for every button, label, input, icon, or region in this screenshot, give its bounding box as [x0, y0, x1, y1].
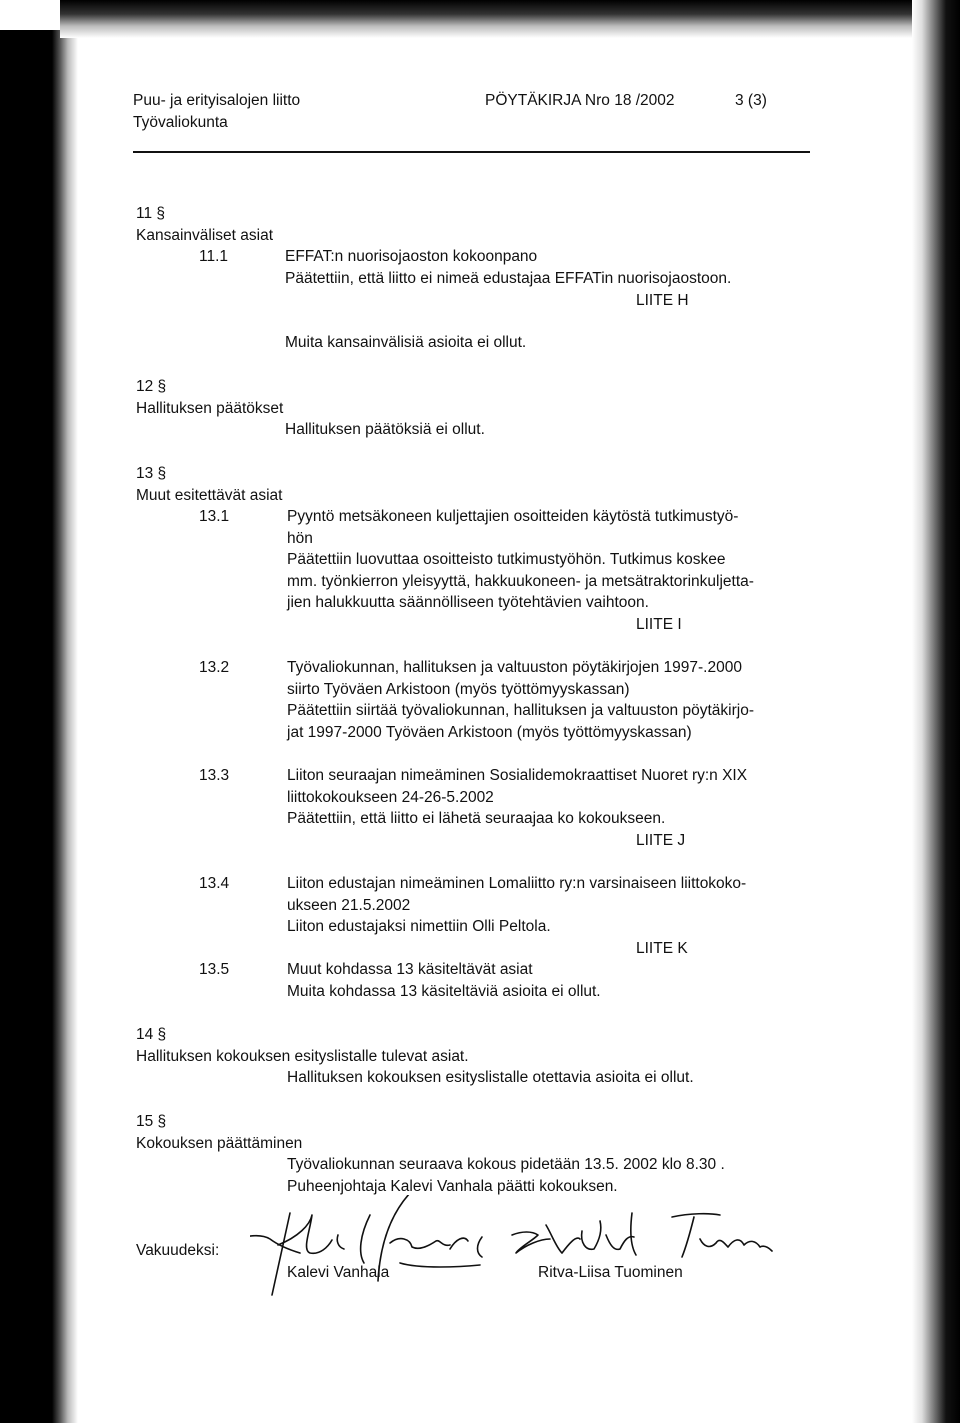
item-11-1-number: 11.1: [199, 248, 229, 265]
signature-2-stroke: [512, 1232, 550, 1253]
item-13-1-line-5: jien halukkuutta säännölliseen työtehtävien vaihtoon.: [287, 594, 649, 611]
section-14-text: Hallituksen kokouksen esityslistalle otettavia asioita ei ollut.: [287, 1069, 694, 1086]
signature-1-stroke: [400, 1263, 480, 1267]
item-11-1-text: Päätettiin, että liitto ei nimeä edustajaa EFFATin nuorisojaostoon.: [285, 270, 732, 287]
attachment-i: LIITE I: [636, 616, 682, 633]
section-13-title: Muut esitettävät asiat: [136, 487, 283, 504]
attachment-j: LIITE J: [636, 832, 686, 849]
page-number: 3 (3): [735, 92, 767, 109]
item-13-1-line-2: hön: [287, 530, 313, 547]
signer-1-name: Kalevi Vanhala: [287, 1264, 390, 1281]
item-13-5-line-2: Muita kohdassa 13 käsiteltäviä asioita ei ollut.: [287, 983, 601, 1000]
signature-1-stroke: [450, 1238, 468, 1249]
signature-2-stroke: [672, 1214, 720, 1217]
item-13-1-line-3: Päätettiin luovuttaa osoitteisto tutkimustyöhön. Tutkimus koskee: [287, 551, 726, 568]
signature-2-stroke: [631, 1213, 636, 1255]
item-13-2-line-4: jat 1997-2000 Työväen Arkistoon (myös työttömyyskassan): [287, 724, 692, 741]
section-14-number: 14 §: [136, 1026, 167, 1043]
section-15-title: Kokouksen päättäminen: [136, 1135, 303, 1152]
item-13-5-line-1: Muut kohdassa 13 käsiteltävät asiat: [287, 961, 533, 978]
signature-2-stroke: [606, 1235, 634, 1249]
item-13-1-line-4: mm. työnkierron yleisyyttä, hakkuukoneen- ja metsätraktorinkuljetta-: [287, 573, 754, 590]
signature-1-stroke: [390, 1239, 450, 1249]
item-13-2-line-3: Päätettiin siirtää työvaliokunnan, hallituksen ja valtuuston pöytäkirjo-: [287, 702, 754, 719]
signature-2-stroke: [546, 1225, 580, 1253]
section-12-title: Hallituksen päätökset: [136, 400, 284, 417]
item-13-2-line-2: siirto Työväen Arkistoon (myös työttömyyskassan): [287, 681, 630, 698]
section-11-number: 11 §: [136, 205, 166, 222]
section-15-number: 15 §: [136, 1113, 167, 1130]
section-11-other: Muita kansainvälisiä asioita ei ollut.: [285, 334, 527, 351]
item-13-2-line-1: Työvaliokunnan, hallituksen ja valtuuston pöytäkirjojen 1997-.2000: [287, 659, 742, 676]
item-13-4-number: 13.4: [199, 875, 230, 892]
section-12-number: 12 §: [136, 378, 167, 395]
org-unit: Työvaliokunta: [133, 114, 228, 131]
attestation-label: Vakuudeksi:: [136, 1242, 220, 1259]
section-11-title: Kansainväliset asiat: [136, 227, 273, 244]
item-13-3-number: 13.3: [199, 767, 230, 784]
signature-1-stroke: [361, 1215, 370, 1263]
signature-1-stroke: [272, 1213, 290, 1295]
handwritten-signatures: [250, 1195, 790, 1315]
item-13-3-line-3: Päätettiin, että liitto ei lähetä seuraajaa ko kokoukseen.: [287, 810, 666, 827]
item-13-5-number: 13.5: [199, 961, 230, 978]
item-13-4-line-2: ukseen 21.5.2002: [287, 897, 411, 914]
signature-1-stroke: [478, 1237, 483, 1257]
signature-1-stroke: [378, 1195, 410, 1281]
signature-2-stroke: [682, 1217, 694, 1257]
attachment-h: LIITE H: [636, 292, 689, 309]
item-13-3-line-1: Liiton seuraajan nimeäminen Sosialidemokraattiset Nuoret ry:n XIX: [287, 767, 748, 784]
org-name: Puu- ja erityisalojen liitto: [133, 92, 301, 109]
scan-edge-left: [0, 30, 78, 1423]
scan-edge-right: [912, 0, 960, 1423]
signature-2-stroke: [582, 1221, 601, 1249]
attachment-k: LIITE K: [636, 940, 688, 957]
item-13-2-number: 13.2: [199, 659, 230, 676]
item-13-4-line-1: Liiton edustajan nimeäminen Lomaliitto ry:n varsinaiseen liittokoko-: [287, 875, 747, 892]
signature-1-stroke: [337, 1235, 344, 1249]
section-13-number: 13 §: [136, 465, 167, 482]
signature-2-stroke: [700, 1239, 772, 1251]
section-12-text: Hallituksen päätöksiä ei ollut.: [285, 421, 485, 438]
section-15-line-2: Puheenjohtaja Kalevi Vanhala päätti kokouksen.: [287, 1178, 618, 1195]
item-13-1-number: 13.1: [199, 508, 230, 525]
scan-edge-top: [60, 0, 960, 38]
item-13-4-line-3: Liiton edustajaksi nimettiin Olli Peltola.: [287, 918, 551, 935]
section-15-line-1: Työvaliokunnan seuraava kokous pidetään 13.5. 2002 klo 8.30 .: [287, 1156, 725, 1173]
signer-2-name: Ritva-Liisa Tuominen: [538, 1264, 683, 1281]
section-14-title: Hallituksen kokouksen esityslistalle tulevat asiat.: [136, 1048, 469, 1065]
item-13-3-line-2: liittokokoukseen 24-26-5.2002: [287, 789, 494, 806]
header-rule: [133, 151, 810, 153]
doc-title: PÖYTÄKIRJA Nro 18 /2002: [485, 92, 675, 109]
item-13-1-line-1: Pyyntö metsäkoneen kuljettajien osoitteiden käytöstä tutkimustyö-: [287, 508, 739, 525]
item-11-1-title: EFFAT:n nuorisojaoston kokoonpano: [285, 248, 538, 265]
